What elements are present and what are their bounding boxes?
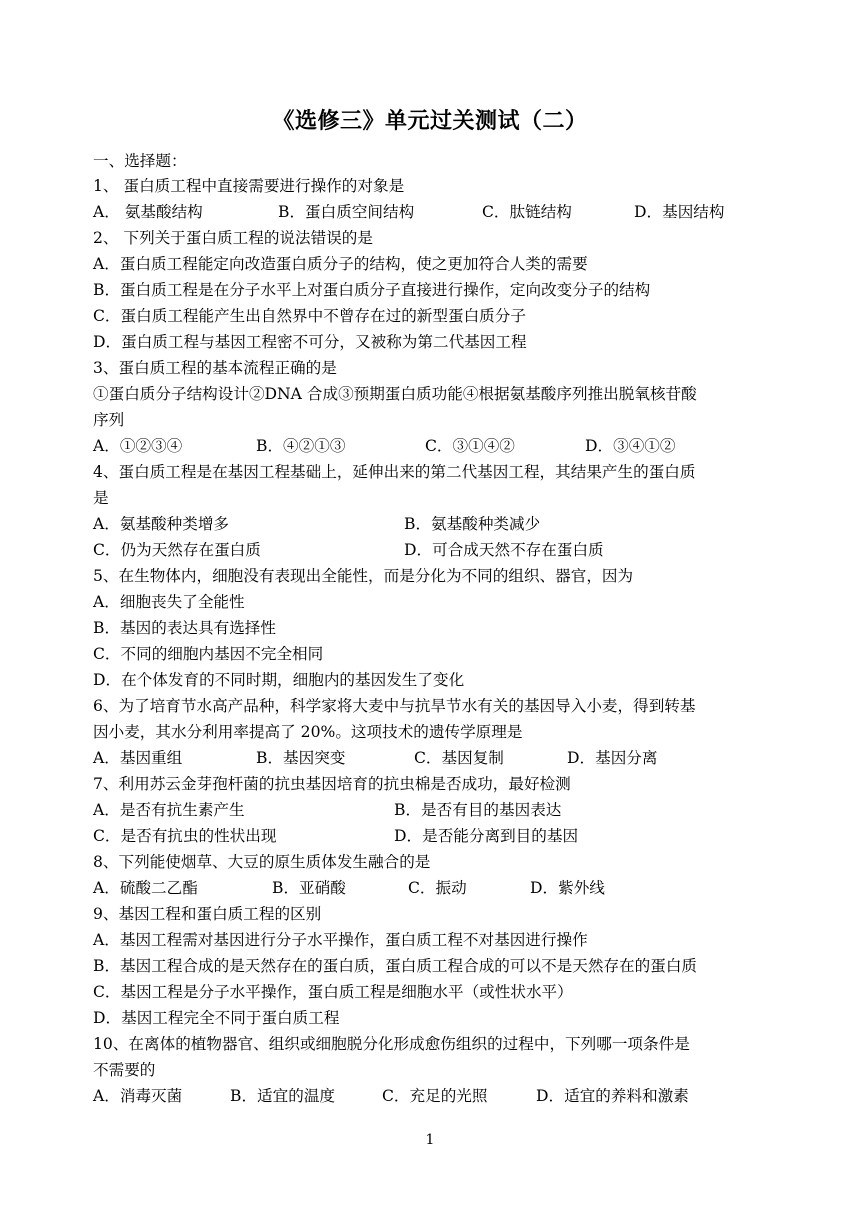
option-d: D．紫外线 xyxy=(530,879,605,897)
option-a: A．消毒灭菌 xyxy=(93,1087,183,1105)
question-9-option-c: C．基因工程是分子水平操作，蛋白质工程是细胞水平（或性状水平） xyxy=(93,983,573,1001)
question-2-option-b: B．蛋白质工程是在分子水平上对蛋白质分子直接进行操作，定向改变分子的结构 xyxy=(93,281,651,299)
option-c: C．基因复制 xyxy=(414,749,504,767)
option-c: C．③①④② xyxy=(425,437,515,455)
question-10-stem: 10、在离体的植物器官、组织或细胞脱分化形成愈伤组织的过程中，下列哪一项条件是 xyxy=(93,1035,690,1053)
question-9-option-b: B．基因工程合成的是天然存在的蛋白质，蛋白质工程合成的可以不是天然存在的蛋白质 xyxy=(93,957,698,975)
question-5-option-c: C．不同的细胞内基因不完全相同 xyxy=(93,645,324,663)
page-number: 1 xyxy=(425,1132,435,1148)
question-2-stem: 2、 下列关于蛋白质工程的说法错误的是 xyxy=(93,229,373,247)
question-6-stem: 6、为了培育节水高产品种，科学家将大麦中与抗旱节水有关的基因导入小麦，得到转基 xyxy=(93,697,696,715)
question-5-stem: 5、在生物体内，细胞没有表现出全能性，而是分化为不同的组织、器官，因为 xyxy=(93,567,634,585)
question-3-detail-cont: 序列 xyxy=(93,411,125,429)
option-d: D．适宜的养料和激素 xyxy=(536,1087,689,1105)
question-2-option-d: D．蛋白质工程与基因工程密不可分，又被称为第二代基因工程 xyxy=(93,333,527,351)
question-4-stem: 4、蛋白质工程是在基因工程基础上，延伸出来的第二代基因工程，其结果产生的蛋白质 xyxy=(93,463,696,481)
question-1-stem: 1、 蛋白质工程中直接需要进行操作的对象是 xyxy=(93,177,405,195)
question-2-option-c: C．蛋白质工程能产生出自然界中不曾存在过的新型蛋白质分子 xyxy=(93,307,526,325)
option-a: A．氨基酸种类增多 xyxy=(93,515,230,533)
question-5-option-a: A．细胞丧失了全能性 xyxy=(93,593,245,611)
question-3-stem: 3、蛋白质工程的基本流程正确的是 xyxy=(93,359,337,377)
option-a: A． 氨基酸结构 xyxy=(93,203,203,221)
option-d: D．基因分离 xyxy=(567,749,658,767)
question-3-detail: ①蛋白质分子结构设计②DNA 合成③预期蛋白质功能④根据氨基酸序列推出脱氧核苷酸 xyxy=(93,385,697,403)
option-b: B．适宜的温度 xyxy=(230,1087,336,1105)
option-d: D．基因结构 xyxy=(634,203,725,221)
option-c: C．仍为天然存在蛋白质 xyxy=(93,541,261,559)
option-b: B．是否有目的基因表达 xyxy=(394,801,562,819)
question-6-stem-cont: 因小麦，其水分利用率提高了 20%。这项技术的遗传学原理是 xyxy=(93,723,523,741)
option-c: C．肽链结构 xyxy=(482,203,572,221)
option-d: D．是否能分离到目的基因 xyxy=(394,827,579,845)
option-d: D．③④①② xyxy=(585,437,676,455)
question-5-option-d: D．在个体发育的不同时期，细胞内的基因发生了变化 xyxy=(93,671,465,689)
option-b: B．氨基酸种类减少 xyxy=(404,515,541,533)
option-a: A．是否有抗生素产生 xyxy=(93,801,245,819)
option-c: C．充足的光照 xyxy=(382,1087,488,1105)
question-4-stem-cont: 是 xyxy=(93,489,109,507)
option-a: A．①②③④ xyxy=(93,437,183,455)
section-heading: 一、选择题： xyxy=(93,152,187,170)
question-2-option-a: A．蛋白质工程能定向改造蛋白质分子的结构，使之更加符合人类的需要 xyxy=(93,255,588,273)
document-title: 《选修三》单元过关测试（二） xyxy=(272,108,588,134)
option-b: B．基因突变 xyxy=(256,749,346,767)
question-8-stem: 8、下列能使烟草、大豆的原生质体发生融合的是 xyxy=(93,853,431,871)
option-a: A．硫酸二乙酯 xyxy=(93,879,198,897)
option-c: C．是否有抗虫的性状出现 xyxy=(93,827,277,845)
question-10-stem-cont: 不需要的 xyxy=(93,1061,156,1079)
option-b: B．蛋白质空间结构 xyxy=(278,203,415,221)
question-9-option-d: D．基因工程完全不同于蛋白质工程 xyxy=(93,1009,340,1027)
question-9-option-a: A．基因工程需对基因进行分子水平操作，蛋白质工程不对基因进行操作 xyxy=(93,931,588,949)
option-d: D．可合成天然不存在蛋白质 xyxy=(404,541,604,559)
option-a: A．基因重组 xyxy=(93,749,183,767)
option-c: C．振动 xyxy=(408,879,467,897)
question-9-stem: 9、基因工程和蛋白质工程的区别 xyxy=(93,905,322,923)
option-b: B．亚硝酸 xyxy=(272,879,346,897)
question-7-stem: 7、利用苏云金芽孢杆菌的抗虫基因培育的抗虫棉是否成功，最好检测 xyxy=(93,775,571,793)
option-b: B．④②①③ xyxy=(256,437,346,455)
question-5-option-b: B．基因的表达具有选择性 xyxy=(93,619,276,637)
